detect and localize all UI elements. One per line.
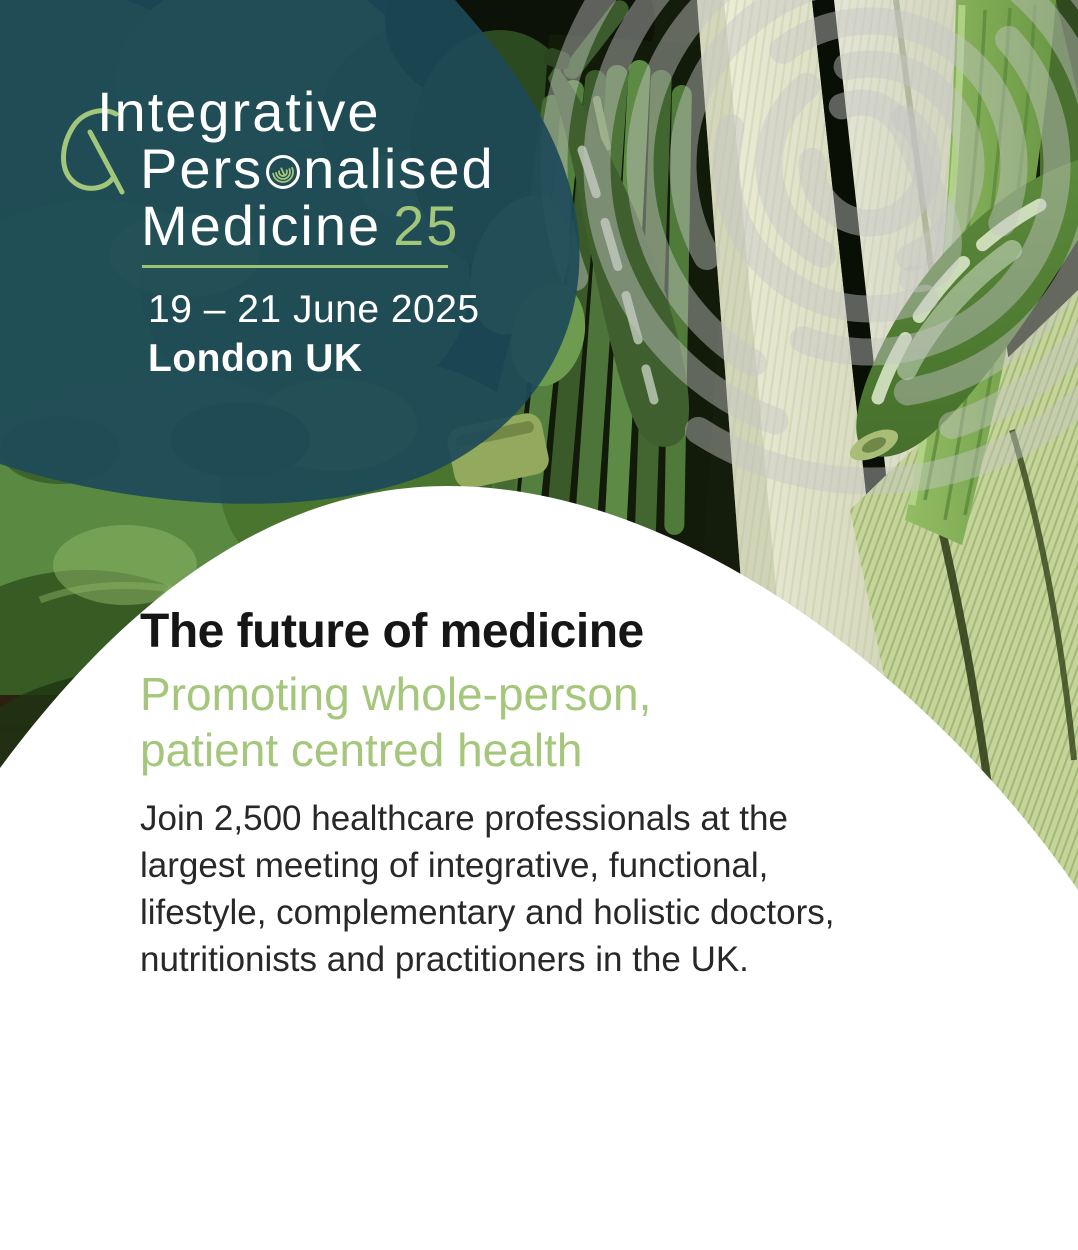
fingerprint-icon	[265, 154, 301, 190]
hero-paragraph-line1: Join 2,500 healthcare professionals at the	[140, 799, 788, 838]
hero-subtitle	[140, 666, 651, 778]
logo-word-nalised: nalised	[303, 137, 495, 200]
hero-paragraph	[140, 795, 834, 983]
hero-paragraph-line4: nutritionists and practitioners in the UK.	[140, 940, 749, 979]
event-location: London UK	[148, 337, 363, 380]
page-title: The future of medicine	[140, 605, 644, 658]
hero-subtitle-line1: Promoting whole-person,	[140, 668, 652, 720]
logo-word-integrative: Integrative	[97, 80, 381, 143]
logo-word-pers: Pers	[140, 137, 264, 200]
logo-line-integrative	[97, 80, 381, 143]
logo-word-medicine: Medicine	[141, 194, 382, 257]
hero-paragraph-line3: lifestyle, complementary and holistic doctors,	[140, 893, 835, 932]
event-dates: 19 – 21 June 2025	[148, 288, 480, 331]
logo-year: 25	[393, 194, 460, 257]
logo-divider	[142, 265, 448, 268]
logo-line-medicine	[141, 194, 460, 257]
logo-line-personalised	[140, 137, 495, 200]
hero-paragraph-line2: largest meeting of integrative, functional,	[140, 846, 769, 885]
hero-subtitle-line2: patient centred health	[140, 724, 583, 776]
